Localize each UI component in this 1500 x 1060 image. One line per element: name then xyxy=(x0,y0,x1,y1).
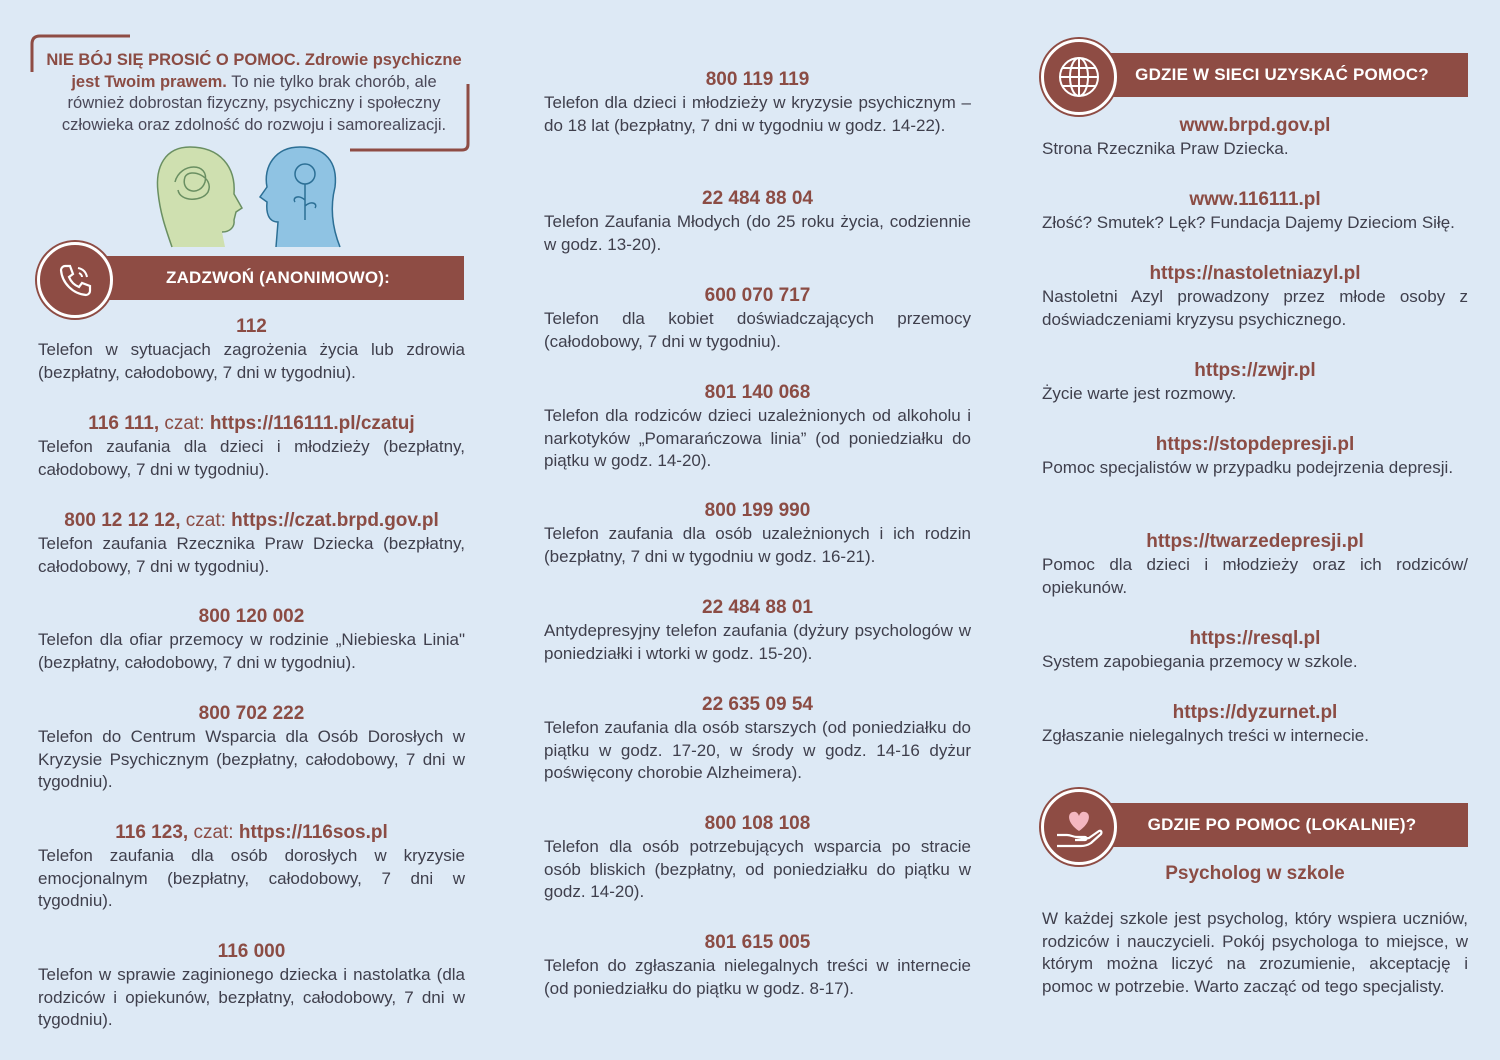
mid-entry-8 xyxy=(544,812,971,904)
local-desc: W każdej szkole jest psycholog, który wspiera uczniów, rodziców i nauczycieli. Pokój psychologa to miejsce, w którym można liczyć na zrozumienie, akceptację i pomoc w potrzebie. Warto zacząć od tego specjalisty. xyxy=(1042,909,1468,996)
web-entry-5 xyxy=(1042,433,1468,480)
web-link[interactable]: https://twarzedepresji.pl xyxy=(1146,531,1364,552)
phone-desc: Telefon zaufania dla osób uzależnionych i ich rodzin (bezpłatny, 7 dni w tygodniu w godz. 16-21). xyxy=(544,524,971,566)
web-desc: System zapobiegania przemocy w szkole. xyxy=(1042,652,1358,671)
mid-entry-1 xyxy=(544,68,971,137)
web-section-header xyxy=(1096,53,1468,97)
phone-entry-6 xyxy=(38,821,465,913)
web-link[interactable]: www.brpd.gov.pl xyxy=(1179,115,1331,136)
phone-number: 116 000 xyxy=(217,941,286,962)
web-circle xyxy=(1041,39,1117,115)
mid-entry-9 xyxy=(544,931,971,1000)
web-link[interactable]: https://stopdepresji.pl xyxy=(1155,434,1355,455)
local-entry xyxy=(1042,862,1468,998)
local-circle xyxy=(1041,789,1117,865)
mid-entry-3 xyxy=(544,284,971,353)
phone-number: 600 070 717 xyxy=(704,285,811,306)
web-entry-7 xyxy=(1042,627,1468,674)
web-entry-3 xyxy=(1042,262,1468,331)
local-subtitle: Psycholog w szkole xyxy=(1165,863,1345,884)
czat-link[interactable]: https://116111.pl/czatuj xyxy=(209,413,415,434)
phone-number: 22 484 88 01 xyxy=(702,597,813,618)
web-desc: Nastoletni Azyl prowadzony przez młode osoby z doświadczeniami kryzysu psychicznego. xyxy=(1042,287,1468,329)
intro-box xyxy=(30,34,470,152)
phone-desc: Telefon w sprawie zaginionego dziecka i nastolatka (dla rodziców i opiekunów, bezpłatny, całodobowy, 7 dni w tygodniu). xyxy=(38,965,465,1029)
phone-desc: Telefon dla ofiar przemocy w rodzinie „Niebieska Linia" (bezpłatny, całodobowy, 7 dni w tygodniu). xyxy=(38,630,465,672)
intro-rest: To nie tylko brak chorób, ale również dobrostan fizyczny, psychiczny i społeczny człowieka oraz zdolność do rozwoju i samorealizacji. xyxy=(61,72,447,134)
web-desc: Pomoc specjalistów w przypadku podejrzenia depresji. xyxy=(1042,458,1454,477)
mid-entry-7 xyxy=(544,693,971,785)
phone-desc: Telefon dla rodziców dzieci uzależnionych od alkoholu i narkotyków „Pomarańczowa linia” (od poniedziałku do piątku w godz. 14-20). xyxy=(544,406,971,470)
phone-number: 801 140 068 xyxy=(704,382,811,403)
web-desc: Życie warte jest rozmowy. xyxy=(1042,384,1237,403)
czat-label: czat: xyxy=(188,822,239,843)
globe-icon xyxy=(1057,55,1101,99)
phone-number: 112 xyxy=(236,316,267,337)
web-entry-8 xyxy=(1042,701,1468,748)
web-entry-2 xyxy=(1042,188,1468,235)
phone-desc: Telefon zaufania dla osób starszych (od poniedziałku do piątku w godz. 17-20, w środy w godz. 14-16 dyżur poświęcony chorobie Alzheimera). xyxy=(544,718,971,782)
phone-section-title: ZADZWOŃ (ANONIMOWO): xyxy=(165,268,390,287)
local-section-header xyxy=(1096,803,1468,847)
web-link[interactable]: www.116111.pl xyxy=(1189,189,1321,210)
phone-desc: Telefon dla osób potrzebujących wsparcia po stracie osób bliskich (bezpłatny, od poniedziałku do piątku w godz. 14-20). xyxy=(544,837,971,901)
intro-bold-2: Zdrowie psychiczne jest Twoim prawem. xyxy=(71,51,462,91)
phone-desc: Telefon dla kobiet doświadczających przemocy (całodobowy, 7 dni w tygodniu). xyxy=(544,309,971,351)
phone-number: 22 635 09 54 xyxy=(702,694,813,715)
mid-entry-6 xyxy=(544,596,971,665)
czat-label: czat: xyxy=(180,510,232,531)
web-link[interactable]: https://zwjr.pl xyxy=(1194,360,1316,381)
flower-head-icon xyxy=(260,147,340,247)
local-section-title: GDZIE PO POMOC (LOKALNIE)? xyxy=(1147,815,1417,834)
phone-number: 116 111, xyxy=(88,413,160,434)
tangled-head-icon xyxy=(157,147,242,247)
web-desc: Zgłaszanie nielegalnych treści w internecie. xyxy=(1042,726,1369,745)
web-desc: Pomoc dla dzieci i młodzieży oraz ich rodziców/ opiekunów. xyxy=(1042,555,1468,597)
phone-desc: Telefon do Centrum Wsparcia dla Osób Dorosłych w Kryzysie Psychicznym (bezpłatny, całodobowy, 7 dni w tygodniu). xyxy=(38,727,465,791)
mid-entry-5 xyxy=(544,499,971,568)
phone-entry-2 xyxy=(38,412,465,481)
web-link[interactable]: https://resql.pl xyxy=(1189,628,1321,649)
phone-number: 800 120 002 xyxy=(198,606,305,627)
intro-bold-1: NIE BÓJ SIĘ PROSIĆ O POMOC. xyxy=(46,51,301,69)
web-entry-6 xyxy=(1042,530,1468,599)
phone-desc: Antydepresyjny telefon zaufania (dyżury psychologów w poniedziałki i wtorki w godz. 15-20). xyxy=(544,621,971,663)
phone-number: 22 484 88 04 xyxy=(702,188,813,209)
phone-entry-7 xyxy=(38,940,465,1032)
phone-desc: Telefon w sytuacjach zagrożenia życia lub zdrowia (bezpłatny, całodobowy, 7 dni w tygodniu). xyxy=(38,340,465,382)
web-entry-1 xyxy=(1042,114,1468,161)
czat-link[interactable]: https://116sos.pl xyxy=(238,822,388,843)
phone-desc: Telefon Zaufania Młodych (do 25 roku życia, codziennie w godz. 13-20). xyxy=(544,212,971,254)
phone-icon xyxy=(55,260,95,300)
mid-entry-2 xyxy=(544,187,971,256)
phone-desc: Telefon zaufania dla dzieci i młodzieży (bezpłatny, całodobowy, 7 dni w tygodniu). xyxy=(38,437,465,479)
phone-number-line xyxy=(38,509,465,533)
phone-number-line xyxy=(38,821,465,845)
phone-circle xyxy=(37,242,113,318)
phone-entry-4 xyxy=(38,605,465,674)
phone-number: 800 12 12 12, xyxy=(64,510,181,531)
phone-desc: Telefon zaufania Rzecznika Praw Dziecka (bezpłatny, całodobowy, 7 dni w tygodniu). xyxy=(38,534,465,576)
phone-entry-3 xyxy=(38,509,465,578)
phone-number: 800 119 119 xyxy=(705,69,810,90)
phone-number-line xyxy=(38,412,465,436)
phone-entry-1 xyxy=(38,315,465,384)
phone-number: 800 108 108 xyxy=(704,813,811,834)
web-desc: Strona Rzecznika Praw Dziecka. xyxy=(1042,139,1289,158)
phone-number: 800 199 990 xyxy=(704,500,811,521)
mid-entry-4 xyxy=(544,381,971,473)
intro-text xyxy=(44,50,464,136)
phone-desc: Telefon do zgłaszania nielegalnych treści w internecie (od poniedziałku do piątku w godz. 8-17). xyxy=(544,956,971,998)
czat-link[interactable]: https://czat.brpd.gov.pl xyxy=(231,510,439,531)
czat-label: czat: xyxy=(159,413,210,434)
web-section-title: GDZIE W SIECI UZYSKAĆ POMOC? xyxy=(1135,65,1429,84)
phone-desc: Telefon dla dzieci i młodzieży w kryzysie psychicznym – do 18 lat (bezpłatny, 7 dni w tygodniu w godz. 14-22). xyxy=(544,93,971,135)
phone-entry-5 xyxy=(38,702,465,794)
web-entry-4 xyxy=(1042,359,1468,406)
phone-section-header xyxy=(92,256,464,300)
heart-hand-icon xyxy=(1055,805,1103,849)
web-link[interactable]: https://dyzurnet.pl xyxy=(1172,702,1338,723)
phone-desc: Telefon zaufania dla osób dorosłych w kryzysie emocjonalnym (bezpłatny, całodobowy, 7 dni w tygodniu). xyxy=(38,846,465,910)
phone-number: 800 702 222 xyxy=(198,703,305,724)
web-link[interactable]: https://nastoletniazyl.pl xyxy=(1149,263,1361,284)
phone-number: 801 615 005 xyxy=(704,932,811,953)
heads-illustration xyxy=(150,142,360,252)
web-desc: Złość? Smutek? Lęk? Fundacja Dajemy Dzieciom Siłę. xyxy=(1042,213,1455,232)
phone-number: 116 123, xyxy=(115,822,189,843)
